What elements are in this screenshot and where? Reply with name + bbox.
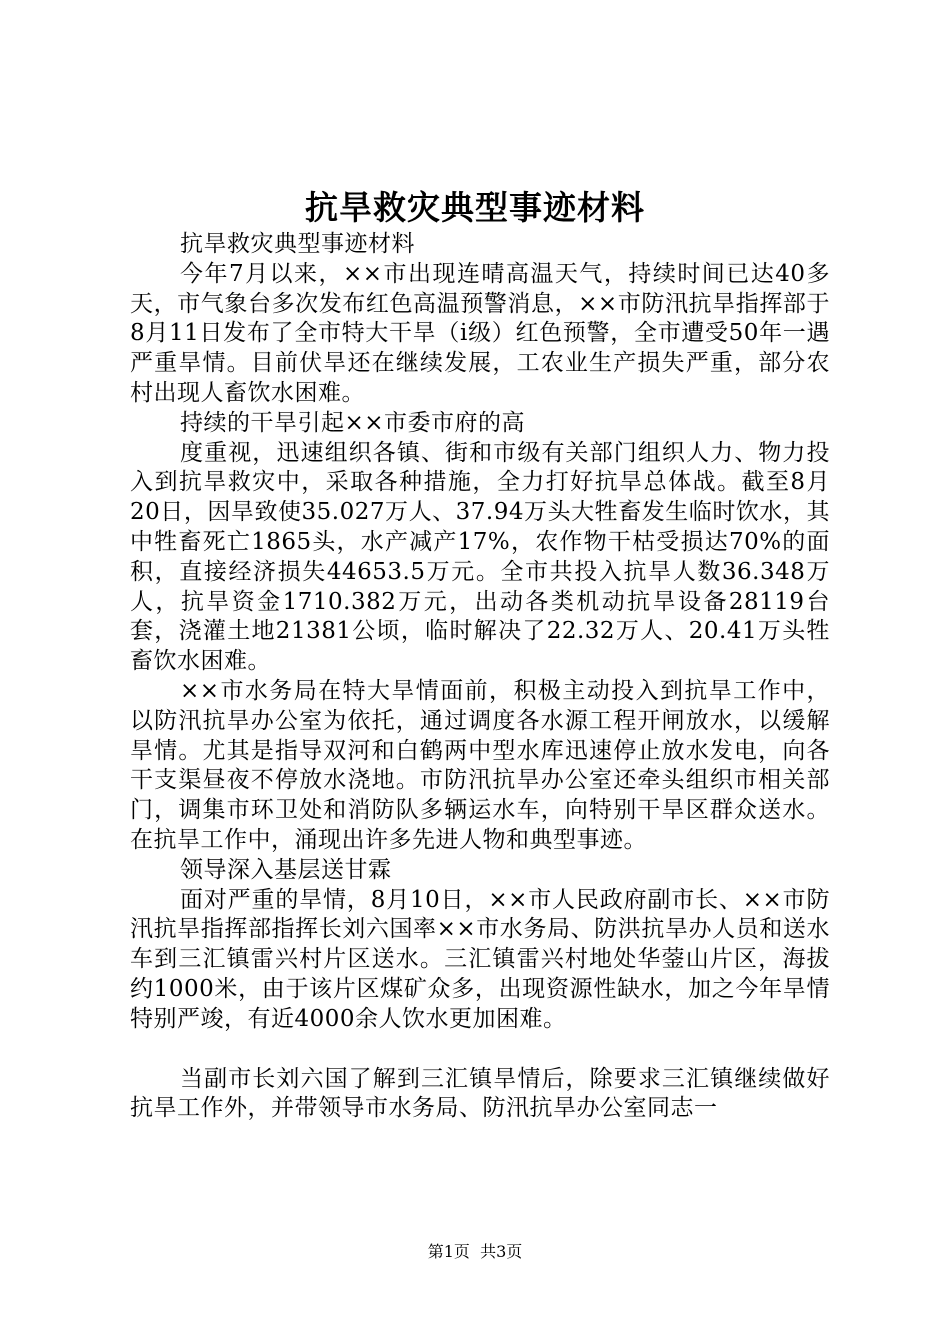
paragraph-relief-statistics: 度重视，迅速组织各镇、街和市级有关部门组织人力、物力投入到抗旱救灾中，采取各种措施，全力打好抗旱总体战。截至8月20日，因旱致使35.027万人、37.94万头大牲畜发生临时饮水，其中牲畜死亡1865头，水产减产17%，农作物干枯受损达70%的面积，直接经济损失44653.5万元。全市共投入抗旱人数36.348万人，抗旱资金1710.382万元，出动各类机动抗旱设备28119台套，浇灌土地21381公顷，临时解决了22.32万人、20.41万头牲畜饮水困难。 — [130, 439, 830, 675]
document-title: 抗旱救灾典型事迹材料 — [305, 188, 645, 227]
paragraph-drought-overview: 今年7月以来，××市出现连晴高温天气，持续时间已达40多天，市气象台多次发布红色高温预警消息，××市防汛抗旱指挥部于8月11日发布了全市特大干旱（ⅰ级）红色预警，全市遭受50年一遇严重旱情。目前伏旱还在继续发展，工农业生产损失严重，部分农村出现人畜饮水困难。 — [130, 260, 830, 406]
document-body — [130, 230, 830, 1124]
paragraph-water-delivery: 面对严重的旱情，8月10日，××市人民政府副市长、××市防汛抗旱指挥部指挥长刘六国率××市水务局、防洪抗旱办人员和送水车到三汇镇雷兴村片区送水。三汇镇雷兴村地处华蓥山片区，海拔约1000米，由于该片区煤矿众多，出现资源性缺水，加之今年旱情特别严竣，有近4000余人饮水更加困难。 — [130, 886, 830, 1032]
paragraph-vice-mayor: 当副市长刘六国了解到三汇镇旱情后，除要求三汇镇继续做好抗旱工作外，并带领导市水务局、防汛抗旱办公室同志一 — [130, 1065, 830, 1122]
paragraph-attention-start: 持续的干旱引起××市委市府的高 — [180, 409, 526, 436]
page-number: 第1页 — [427, 1242, 470, 1261]
page-footer — [0, 1242, 950, 1262]
paragraph-subtitle: 抗旱救灾典型事迹材料 — [180, 231, 415, 257]
paragraph-water-bureau: ××市水务局在特大旱情面前，积极主动投入到抗旱工作中，以防汛抗旱办公室为依托，通过调度各水源工程开闸放水，以缓解旱情。尤其是指导双河和白鹤两中型水库迅速停止放水发电，向各干支渠昼夜不停放水浇地。市防汛抗旱办公室还牵头组织市相关部门，调集市环卫处和消防队多辆运水车，向特别干旱区群众送水。在抗旱工作中，涌现出许多先进人物和典型事迹。 — [130, 677, 830, 853]
page-total: 共3页 — [480, 1242, 523, 1261]
section-heading-leadership: 领导深入基层送甘霖 — [180, 856, 392, 883]
